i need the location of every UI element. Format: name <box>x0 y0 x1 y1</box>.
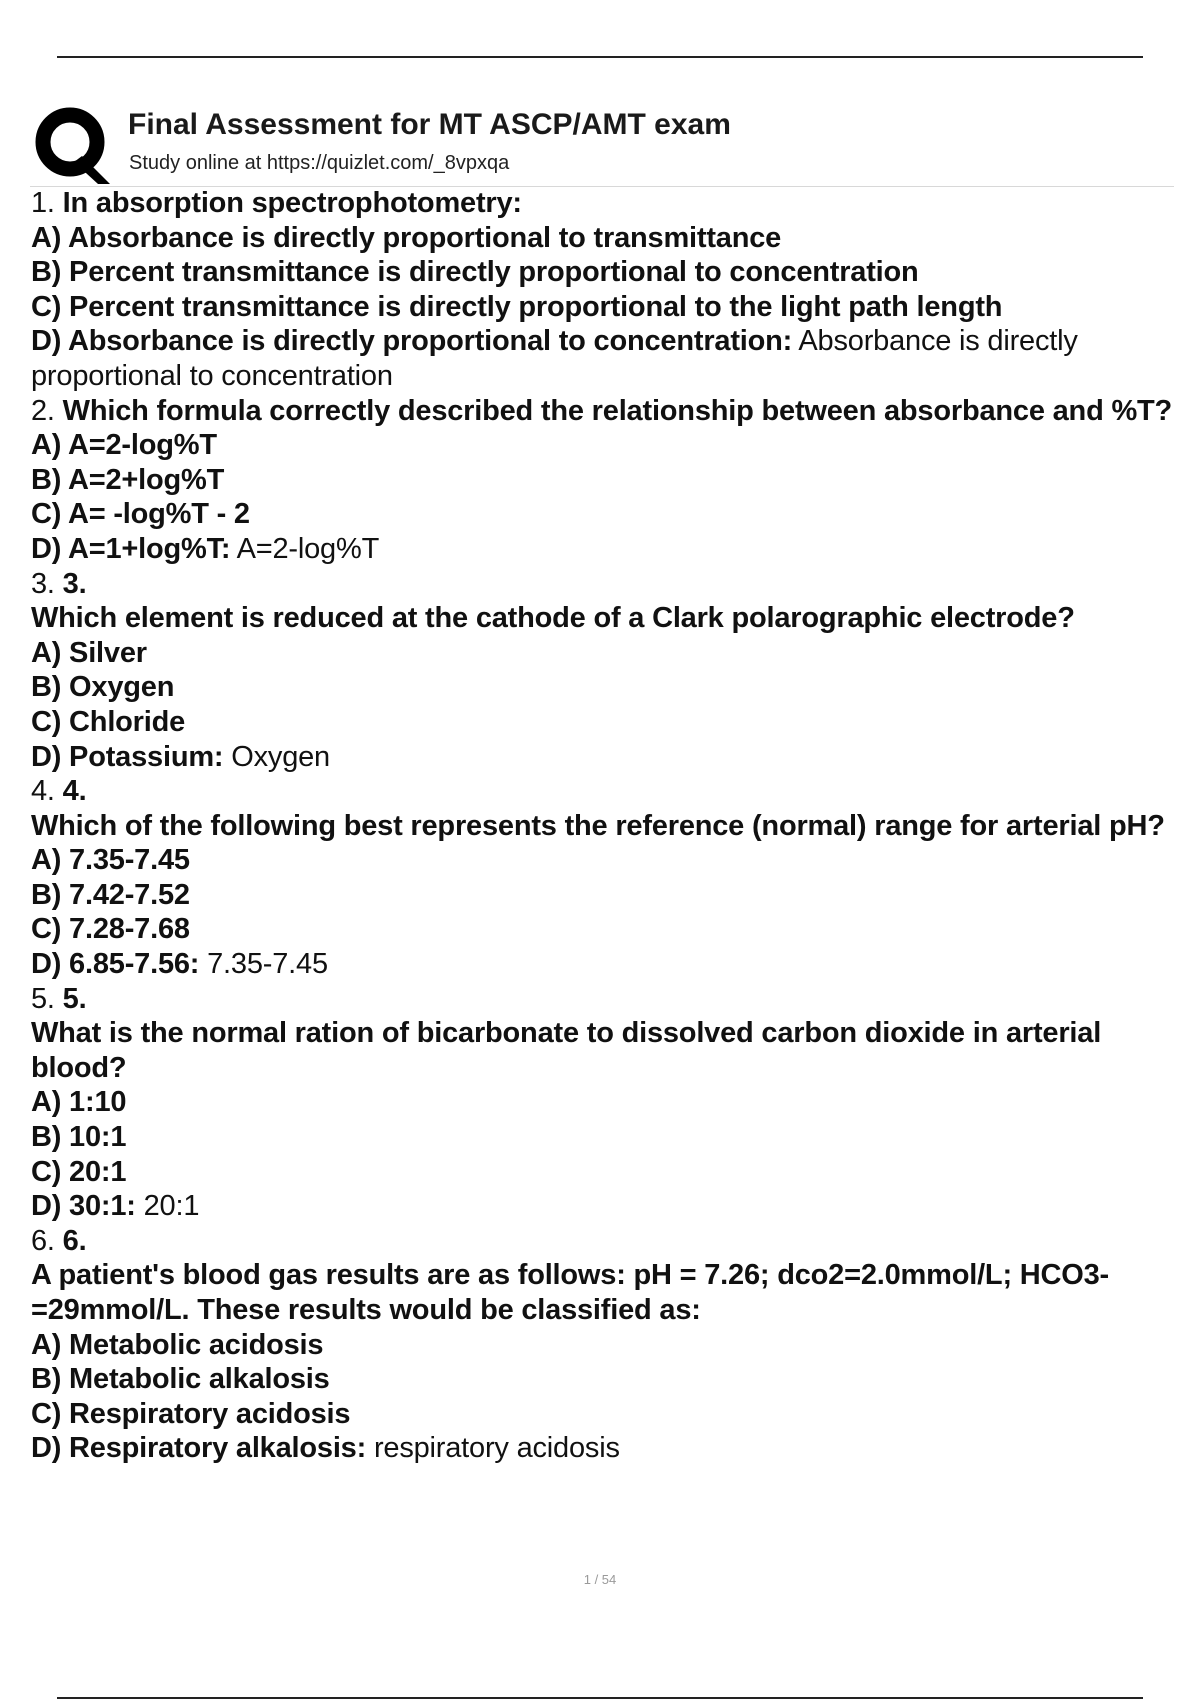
option-c: C) 20:1 <box>31 1155 127 1188</box>
option-d: D) 6.85-7.56: <box>31 948 200 981</box>
bottom-rule <box>57 1697 1143 1699</box>
option-d: D) 30:1: <box>31 1190 136 1223</box>
answer: 20:1 <box>143 1190 200 1223</box>
answer: Absorbance is directly proportional to concentration <box>31 325 1078 392</box>
question-1 <box>31 186 1181 394</box>
option-b: B) Metabolic alkalosis <box>31 1363 330 1396</box>
option-d: D) Potassium: <box>31 740 224 773</box>
question-number: 3. <box>31 567 55 600</box>
option-b: B) 10:1 <box>31 1121 127 1154</box>
question-label: 4. <box>62 775 87 808</box>
option-b: B) Oxygen <box>31 671 175 704</box>
option-b: B) 7.42-7.52 <box>31 878 190 911</box>
question-number: 4. <box>31 775 55 808</box>
option-c: C) 7.28-7.68 <box>31 913 190 946</box>
option-a: A) A=2-log%T <box>31 429 217 462</box>
option-d: D) Absorbance is directly proportional to concentration: <box>31 325 793 358</box>
option-c: C) A= -log%T - 2 <box>31 498 250 531</box>
option-d: D) A=1+log%T: <box>31 532 231 565</box>
page-number: 1 / 54 <box>583 1572 617 1587</box>
option-a: A) 1:10 <box>31 1086 127 1119</box>
question-2 <box>31 394 1181 567</box>
question-stem: Which of the following best represents the reference (normal) range for arterial pH? <box>31 809 1165 842</box>
option-a: A) Metabolic acidosis <box>31 1328 324 1361</box>
question-label: 3. <box>62 567 87 600</box>
option-c: C) Respiratory acidosis <box>31 1397 351 1430</box>
question-stem: A patient's blood gas results are as follows: pH = 7.26; dco2=2.0mmol/L; HCO3-=29mmol/L. These results would be classified as: <box>31 1259 1109 1326</box>
question-stem: In absorption spectrophotometry: <box>62 187 522 219</box>
option-b: B) Percent transmittance is directly proportional to concentration <box>31 256 919 289</box>
question-3 <box>31 567 1181 775</box>
question-list <box>31 186 1181 1466</box>
option-a: A) Absorbance is directly proportional to transmittance <box>31 221 782 254</box>
answer: 7.35-7.45 <box>207 948 328 981</box>
answer: A=2-log%T <box>236 532 380 565</box>
question-number: 1. <box>31 187 55 219</box>
quizlet-q-logo-icon <box>32 104 114 184</box>
answer: respiratory acidosis <box>373 1432 620 1465</box>
question-5 <box>31 982 1181 1224</box>
question-stem: What is the normal ration of bicarbonate to dissolved carbon dioxide in arterial blood? <box>31 1017 1102 1084</box>
option-b: B) A=2+log%T <box>31 463 225 496</box>
question-6 <box>31 1224 1181 1466</box>
question-stem: Which element is reduced at the cathode of a Clark polarographic electrode? <box>31 602 1075 635</box>
question-label: 6. <box>62 1224 87 1257</box>
document-title: Final Assessment for MT ASCP/AMT exam <box>128 108 731 141</box>
option-a: A) 7.35-7.45 <box>31 844 190 877</box>
question-label: 5. <box>62 982 87 1015</box>
document-header <box>30 104 1174 188</box>
study-online-link[interactable]: Study online at https://quizlet.com/_8vpxqa <box>129 152 510 174</box>
option-a: A) Silver <box>31 636 147 669</box>
question-number: 5. <box>31 982 55 1015</box>
question-stem: Which formula correctly described the relationship between absorbance and %T? <box>62 394 1173 427</box>
question-number: 6. <box>31 1224 55 1257</box>
option-d: D) Respiratory alkalosis: <box>31 1432 367 1465</box>
answer: Oxygen <box>231 740 330 773</box>
top-rule <box>57 56 1143 58</box>
option-c: C) Chloride <box>31 705 186 738</box>
question-4 <box>31 774 1181 982</box>
option-c: C) Percent transmittance is directly proportional to the light path length <box>31 290 1003 323</box>
question-number: 2. <box>31 394 55 427</box>
